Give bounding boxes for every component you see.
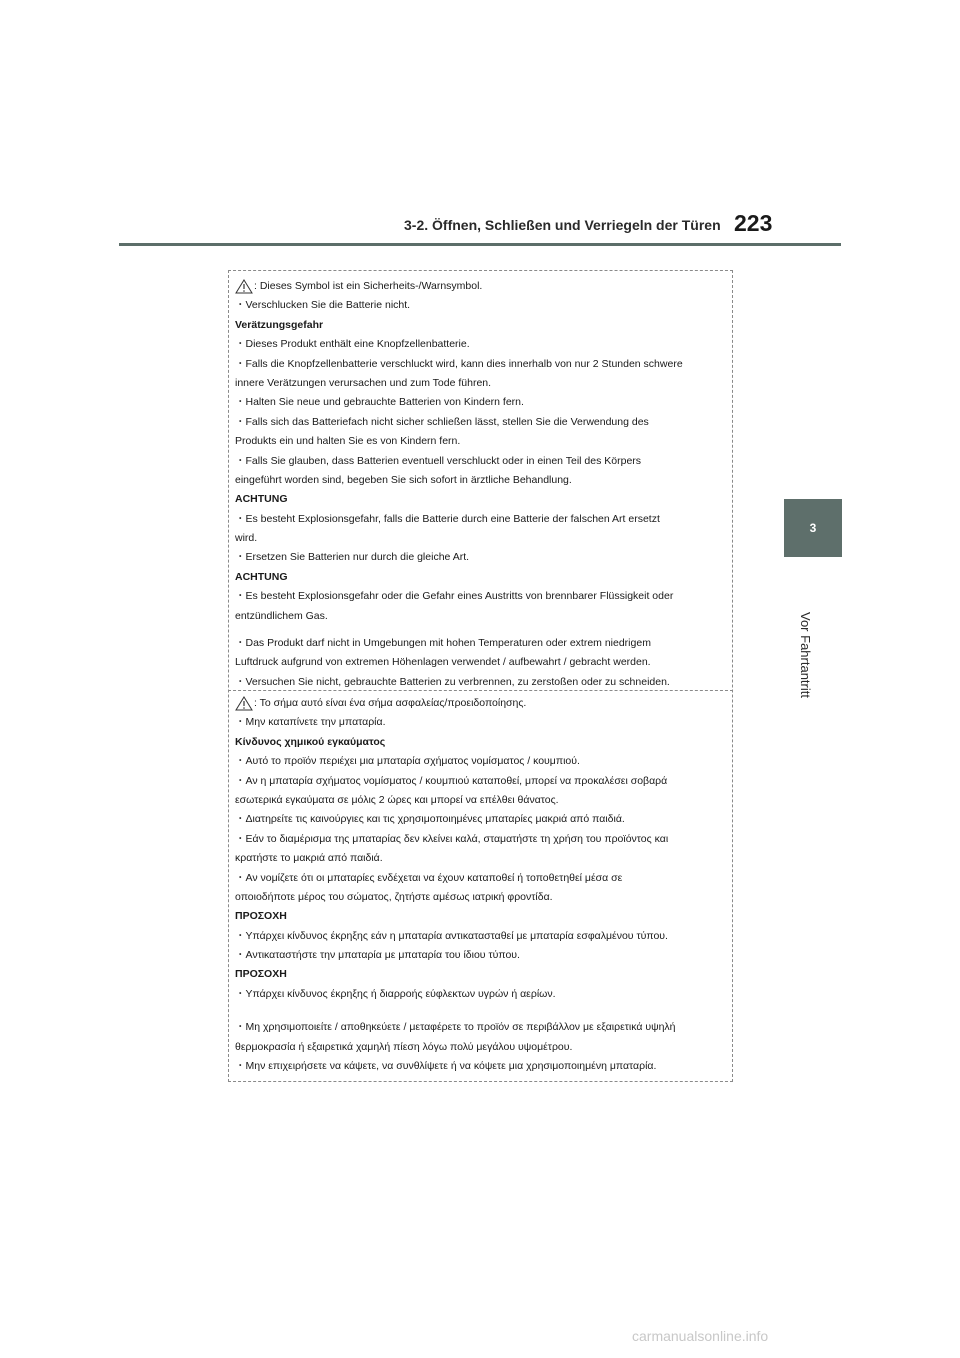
chapter-tab[interactable] — [784, 499, 842, 557]
greek-line: ・Διατηρείτε τις καινούργιες και τις χρησιμοποιημένες μπαταρίες μακριά από παιδιά. — [235, 813, 625, 826]
german-line: Luftdruck aufgrund von extremen Höhenlagen verwendet / aufbewahrt / gebracht werden. — [235, 656, 651, 669]
greek-symbol-line — [235, 694, 715, 713]
greek-line: ・Αν η μπαταρία σχήματος νομίσματος / κουμπιού καταποθεί, μπορεί να προκαλέσει σοβαρά — [235, 774, 668, 787]
greek-line: εσωτερικά εγκαύματα σε μόλις 2 ώρες και μπορεί να επέλθει θάνατος. — [235, 793, 559, 806]
greek-line: ・Μην επιχειρήσετε να κάψετε, να συνθλίψετε ή να κόψετε μια χρησιμοποιημένη μπαταρία. — [235, 1060, 657, 1073]
watermark: carmanualsonline.info — [632, 1328, 769, 1344]
german-line: ・Verschlucken Sie die Batterie nicht. — [235, 299, 411, 312]
greek-line: κρατήστε το μακριά από παιδιά. — [235, 852, 383, 865]
german-heading: Verätzungsgefahr — [235, 318, 324, 331]
german-heading: ACHTUNG — [235, 570, 288, 583]
page-number: 223 — [734, 210, 773, 236]
german-line: ・Ersetzen Sie Batterien nur durch die gleiche Art. — [235, 551, 470, 564]
greek-heading: ΠΡΟΣΟΧΗ — [235, 968, 287, 981]
german-line: ・Versuchen Sie nicht, gebrauchte Batterien zu verbrennen, zu zerstoßen oder zu schneiden. — [235, 675, 670, 688]
greek-line: ・Εάν το διαμέρισμα της μπαταρίας δεν κλείνει καλά, σταματήστε τη χρήση του προϊόντος και — [235, 832, 669, 845]
german-line: entzündlichem Gas. — [235, 609, 328, 622]
german-symbol-line — [235, 277, 715, 296]
german-line: Produkts ein und halten Sie es von Kindern fern. — [235, 435, 461, 448]
greek-section — [235, 694, 715, 1076]
section-title: 3-2. Öffnen, Schließen und Verriegeln der Türen — [404, 217, 721, 233]
greek-line: ・Μην καταπίνετε την μπαταρία. — [235, 716, 386, 729]
greek-line: ・Αντικαταστήστε την μπαταρία με μπαταρία του ίδιου τύπου. — [235, 949, 520, 962]
german-line: ・Das Produkt darf nicht in Umgebungen mit hohen Temperaturen oder extrem niedrigem — [235, 637, 651, 650]
german-line: ・Es besteht Explosionsgefahr, falls die Batterie durch eine Batterie der falschen Art ersetzt — [235, 512, 660, 525]
chapter-title: Vor Fahrtantritt — [798, 612, 813, 698]
german-section — [235, 277, 715, 692]
spacer — [235, 626, 715, 634]
greek-line: ・Υπάρχει κίνδυνος έκρηξης εάν η μπαταρία αντικατασταθεί με μπαταρία εσφαλμένου τύπου. — [235, 929, 668, 942]
greek-line: ・Αυτό το προϊόν περιέχει μια μπαταρία σχήματος νομίσματος / κουμπιού. — [235, 755, 580, 768]
greek-heading: Κίνδυνος χημικού εγκαύματος — [235, 735, 386, 748]
greek-line: ・Αν νομίζετε ότι οι μπαταρίες ενδέχεται να έχουν καταποθεί ή τοποθετηθεί μέσα σε — [235, 871, 623, 884]
german-line: ・Falls sich das Batteriefach nicht sicher schließen lässt, stellen Sie die Verwendung des — [235, 415, 649, 428]
german-line: ・Falls die Knopfzellenbatterie verschluckt wird, kann dies innerhalb von nur 2 Stunden schwere — [235, 357, 683, 370]
german-line: innere Verätzungen verursachen und zum Tode führen. — [235, 376, 492, 389]
greek-line: ・Μη χρησιμοποιείτε / αποθηκεύετε / μεταφέρετε το προϊόν σε περιβάλλον με εξαιρετικά υψηλή — [235, 1021, 676, 1034]
greek-symbol-note: : Το σήμα αυτό είναι ένα σήμα ασφαλείας/προειδοποίησης. — [254, 697, 527, 709]
german-line: ・Es besteht Explosionsgefahr oder die Gefahr eines Austritts von brennbarer Flüssigkeit oder — [235, 590, 674, 603]
german-line: ・Halten Sie neue und gebrauchte Batterien von Kindern fern. — [235, 396, 524, 409]
greek-line: οποιοδήποτε μέρος του σώματος, ζητήστε αμέσως ιατρική φροντίδα. — [235, 890, 553, 903]
chapter-number: 3 — [809, 521, 817, 535]
german-line: eingeführt worden sind, begeben Sie sich sofort in ärztliche Behandlung. — [235, 473, 572, 486]
greek-line: ・Υπάρχει κίνδυνος έκρηξης ή διαρροής εύφλεκτων υγρών ή αερίων. — [235, 987, 556, 1000]
spacer — [235, 1004, 715, 1018]
german-symbol-note: : Dieses Symbol ist ein Sicherheits-/Warnsymbol. — [254, 280, 483, 292]
greek-line: θερμοκρασία ή εξαιρετικά χαμηλή πίεση λόγω πολύ μεγάλου υψομέτρου. — [235, 1040, 573, 1053]
german-line: ・Falls Sie glauben, dass Batterien eventuell verschluckt oder in einen Teil des Körpers — [235, 454, 642, 467]
german-line: ・Dieses Produkt enthält eine Knopfzellenbatterie. — [235, 338, 470, 351]
warning-triangle-icon — [235, 279, 253, 294]
header-rule — [119, 243, 841, 246]
greek-heading: ΠΡΟΣΟΧΗ — [235, 910, 287, 923]
german-heading: ACHTUNG — [235, 493, 288, 506]
german-line: wird. — [235, 532, 258, 545]
warning-triangle-icon — [235, 696, 253, 711]
